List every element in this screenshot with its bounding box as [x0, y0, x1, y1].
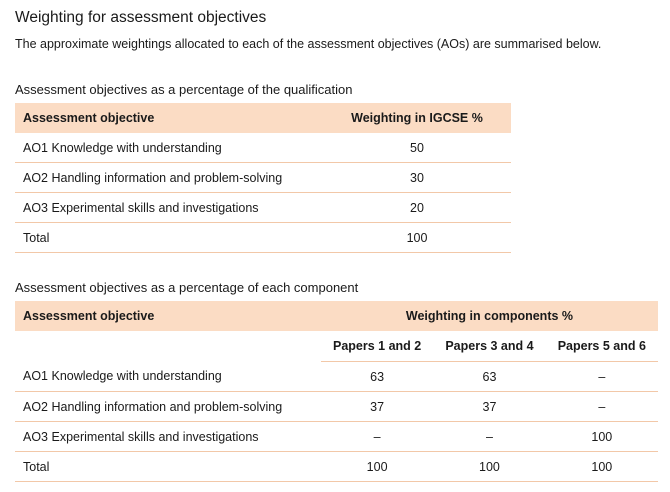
section-heading: Weighting for assessment objectives	[15, 9, 267, 26]
table2-header-objective: Assessment objective	[15, 301, 321, 331]
weighting-cell: 50	[323, 133, 511, 163]
value-cell: 63	[321, 362, 433, 392]
intro-text: The approximate weightings allocated to each of the assessment objectives (AOs) are summarised below.	[15, 37, 602, 51]
subheader-papers-5-6: Papers 5 and 6	[546, 331, 658, 362]
table2-header-row	[15, 301, 658, 331]
table-row	[15, 163, 511, 193]
table-row	[15, 133, 511, 163]
objective-cell: AO1 Knowledge with understanding	[15, 362, 321, 392]
table-row-total	[15, 452, 658, 482]
value-cell: 100	[433, 452, 545, 482]
table-row	[15, 362, 658, 392]
objective-cell: AO3 Experimental skills and investigations	[15, 193, 323, 223]
table2-header-group: Weighting in components %	[321, 301, 658, 331]
value-cell: 37	[321, 392, 433, 422]
objective-cell: AO3 Experimental skills and investigations	[15, 422, 321, 452]
value-cell: 63	[433, 362, 545, 392]
weighting-cell: 100	[323, 223, 511, 253]
subheader-papers-3-4: Papers 3 and 4	[433, 331, 545, 362]
table1-header-weighting: Weighting in IGCSE %	[323, 103, 511, 133]
table1-caption: Assessment objectives as a percentage of the qualification	[15, 82, 353, 97]
objective-cell: AO2 Handling information and problem-solving	[15, 163, 323, 193]
table2-subheader-row	[15, 331, 658, 362]
table1-header-objective: Assessment objective	[15, 103, 323, 133]
component-weighting-table	[15, 301, 658, 482]
value-cell: –	[433, 422, 545, 452]
objective-cell: AO1 Knowledge with understanding	[15, 133, 323, 163]
value-cell: –	[546, 392, 658, 422]
value-cell: 100	[546, 452, 658, 482]
subheader-papers-1-2: Papers 1 and 2	[321, 331, 433, 362]
value-cell: 100	[546, 422, 658, 452]
table2-caption: Assessment objectives as a percentage of each component	[15, 280, 359, 295]
value-cell: 100	[321, 452, 433, 482]
table-row	[15, 193, 511, 223]
objective-cell: Total	[15, 452, 321, 482]
value-cell: 37	[433, 392, 545, 422]
table-row-total	[15, 223, 511, 253]
table-row	[15, 422, 658, 452]
weighting-cell: 30	[323, 163, 511, 193]
weighting-cell: 20	[323, 193, 511, 223]
table-row	[15, 392, 658, 422]
value-cell: –	[546, 362, 658, 392]
objective-cell: AO2 Handling information and problem-solving	[15, 392, 321, 422]
table1-header-row	[15, 103, 511, 133]
value-cell: –	[321, 422, 433, 452]
qualification-weighting-table	[15, 103, 511, 253]
table2-subheader-blank	[15, 331, 321, 362]
objective-cell: Total	[15, 223, 323, 253]
